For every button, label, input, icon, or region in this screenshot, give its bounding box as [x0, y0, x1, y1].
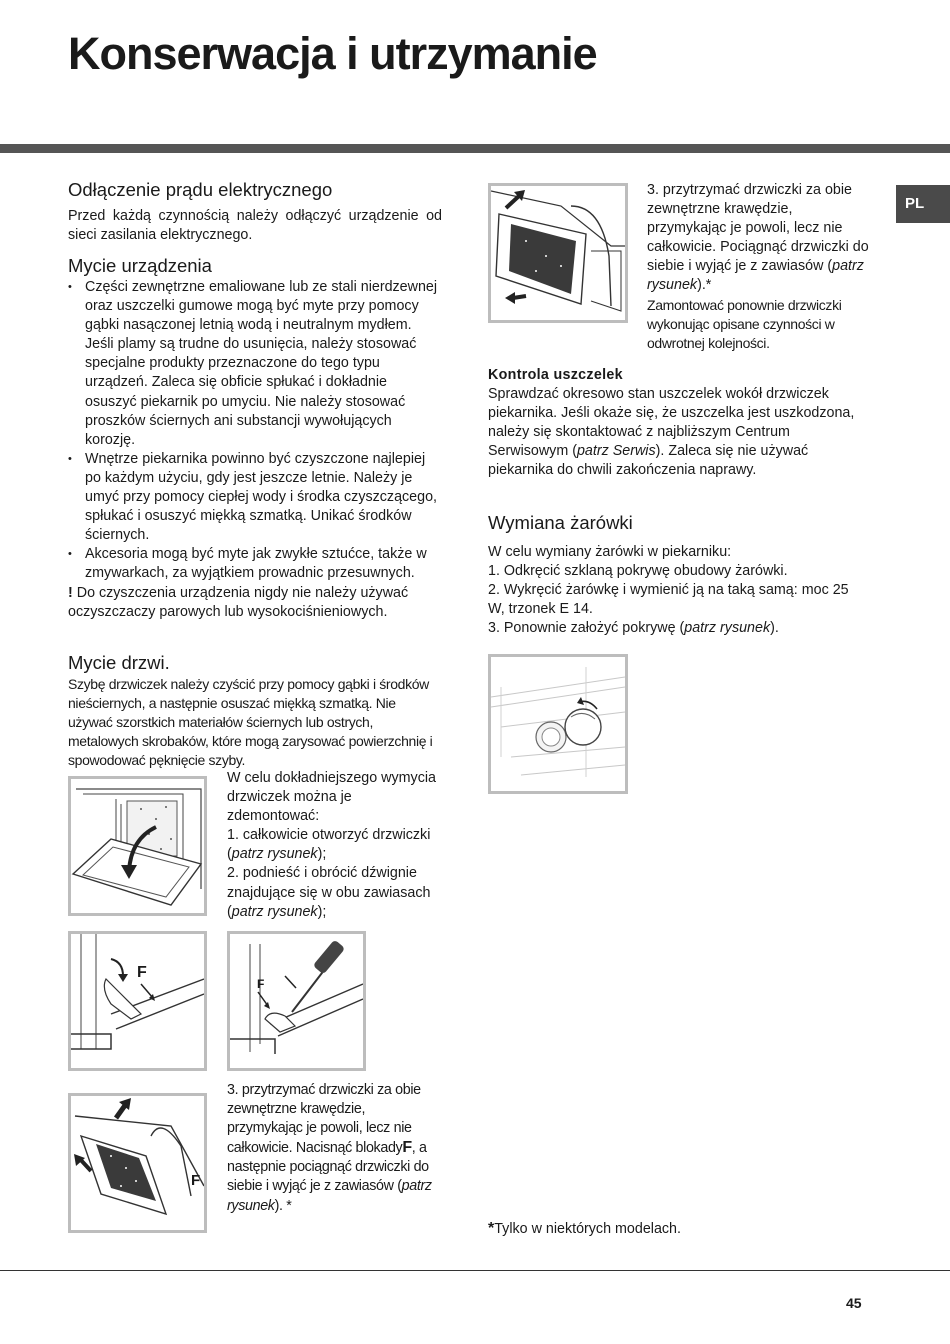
disconnect-heading: Odłączenie prądu elektrycznego: [68, 179, 333, 200]
cleaning-section: [68, 255, 442, 622]
door-step-3-ref: patrz rysunek: [227, 1178, 432, 1214]
seals-text-a: Sprawdzać okresowo stan uszczelek wokół drzwiczek piekarnika. Jeśli okaże się, że uszczelka jest uszkodzona, należy się skontaktować z najbliższym Centrum Serwisowym (: [488, 386, 855, 460]
bulb-illustration: [491, 657, 625, 791]
door-step-3-text: [227, 1081, 442, 1216]
lift-door-illustration: [491, 186, 625, 320]
door-step-3-part-a: 3. przytrzymać drzwiczki za obie zewnętrzne krawędzie, przymykając je powoli, lecz nie całkowicie. Nacisnąć blokady: [227, 1082, 421, 1157]
door-step-1-end: );: [317, 846, 327, 863]
figure-hinge-screwdriver: [227, 931, 366, 1071]
door-step-2-end: );: [317, 903, 327, 920]
disconnect-text: Przed każdą czynnością należy odłączyć urządzenie od sieci zasilania elektrycznego.: [68, 208, 442, 244]
door-step-1-text: 1. całkowicie otworzyć drzwiczki (: [227, 827, 431, 863]
figure-hinge-lever: [68, 931, 207, 1071]
door-right-step-3-text: 3. przytrzymać drzwiczki za obie zewnętrzne krawędzie, przymykając je powoli, lecz nie całkowicie. Pociągnąć drzwiczki do siebie i wyjąć je z zawiasów (: [647, 182, 869, 275]
figure-open-door: [68, 776, 207, 916]
cleaning-heading: Mycie urządzenia: [68, 255, 212, 276]
language-tab: PL: [896, 185, 950, 223]
door-text: Szybę drzwiczek należy czyścić przy pomocy gąbki i środków nieściernych, a następnie osuszać miękką szmatką. Nie używać szorstkich materiałów ściernych lub ostrych, metalowych skrobaków, które mogą zarysować powierzchnię i spowodować pęknięcie szyby.: [68, 676, 433, 769]
cleaning-list: [68, 278, 442, 584]
footnote-mark: *: [488, 1220, 495, 1237]
bulb-step-2: 2. Wykręcić żarówkę i wymienić ją na taką samą: moc 25 W, trzonek E 14.: [488, 582, 849, 618]
bulb-heading: Wymiana żarówki: [488, 512, 633, 533]
bulb-section: [488, 512, 860, 638]
door-right-step-3-end: ).*: [697, 277, 712, 294]
door-step-2: [227, 864, 442, 921]
footnote-text: [488, 1219, 681, 1239]
door-steps: [227, 769, 442, 922]
door-step-intro: W celu dokładniejszego wymycia drzwiczek można je zdemontować:: [227, 770, 436, 825]
door-step-3-bold: F: [402, 1139, 412, 1157]
seals-text: [488, 385, 860, 480]
door-section: [68, 652, 442, 770]
door-reassemble: Zamontować ponownie drzwiczki wykonując opisane czynności w odwrotnej kolejności.: [647, 296, 842, 351]
bulb-step-3-ref: patrz rysunek: [684, 620, 771, 637]
page-number: 45: [846, 1295, 862, 1311]
door-step-3: [227, 1081, 442, 1216]
list-item: • Części zewnętrzne emaliowane lub ze stali nierdzewnej oraz uszczelki gumowe mogą być myte przy pomocy gąbki nasączonej letnią wodą i neutralnym mydłem. Jeśli plamy są trudne do usunięcia, należy stosować specjalne produkty przeznaczone do tego typu urządzeń. Zaleca się obficie spłukać i dokładnie osuszyć piekarnik po umyciu. Nie należy stosować proszków ściernych ani substancji wywołujących korozję.: [68, 278, 442, 450]
seals-text-b: ). Zaleca się nie używać piekarnika do chwili zakończenia naprawy.: [488, 443, 809, 479]
warning-text: Do czyszczenia urządzenia nigdy nie należy używać oczyszczaczy parowych lub wysokociśnieniowych.: [68, 584, 409, 620]
open-door-illustration: [71, 779, 204, 913]
remove-door-label-f: F: [191, 1172, 201, 1189]
door-right-steps: [647, 181, 869, 353]
door-step-1: [227, 826, 442, 864]
footnote: [488, 1219, 681, 1239]
hinge-lever-illustration: [71, 934, 204, 1068]
seals-heading: Kontrola uszczelek: [488, 367, 623, 383]
bulb-step-3-end: ).: [770, 620, 779, 637]
footer-rule: [0, 1270, 950, 1271]
header-rule: [0, 144, 950, 153]
door-step-2-text: 2. podnieść i obrócić dźwignie znajdujące się w obu zawiasach (: [227, 865, 431, 920]
door-right-step-3-ref: patrz rysunek: [647, 258, 864, 294]
door-step-2-ref: patrz rysunek: [231, 903, 318, 920]
bulb-intro: W celu wymiany żarówki w piekarniku:: [488, 544, 732, 560]
warning-icon: !: [68, 584, 73, 601]
screwdriver-label-f: F: [257, 977, 265, 991]
door-right-step-3: [647, 181, 869, 296]
bulb-step-3-text: 3. Ponownie założyć pokrywę (: [488, 620, 685, 637]
figure-bulb: [488, 654, 628, 794]
door-heading: Mycie drzwi.: [68, 652, 170, 673]
list-item: • Akcesoria mogą być myte jak zwykłe sztućce, także w zmywarkach, za wyjątkiem prowadnic przesuwnych.: [68, 545, 442, 583]
cleaning-warning: [68, 584, 442, 622]
footnote-label: Tylko w niektórych modelach.: [494, 1221, 681, 1237]
door-step-1-ref: patrz rysunek: [231, 846, 318, 863]
hinge-screwdriver-illustration: [230, 934, 363, 1068]
door-step-3-end: ). *: [274, 1197, 292, 1214]
bulb-step-3: [488, 619, 860, 638]
list-item: • Wnętrze piekarnika powinno być czyszczone najlepiej po każdym użyciu, gdy jest jeszcze letnie. Należy je umyć przy pomocy ciepłej wody i środka czyszczącego, spłukać i osuszyć miękką szmatką. Unikać środków ściernych.: [68, 450, 442, 545]
bulb-step-1: 1. Odkręcić szklaną pokrywę obudowy żarówki.: [488, 563, 788, 580]
hinge-label-f: F: [137, 964, 147, 981]
figure-remove-door: [68, 1093, 207, 1233]
seals-section: [488, 366, 860, 481]
door-step-3-part-b: , a następnie pociągnąć drzwiczki do siebie i wyjąć je z zawiasów (: [227, 1140, 429, 1195]
seals-ref: patrz Serwis: [576, 443, 656, 460]
remove-door-illustration: [71, 1096, 204, 1230]
disconnect-section: [68, 179, 442, 245]
page-title: Konserwacja i utrzymanie: [68, 28, 597, 79]
figure-lift-door: [488, 183, 628, 323]
